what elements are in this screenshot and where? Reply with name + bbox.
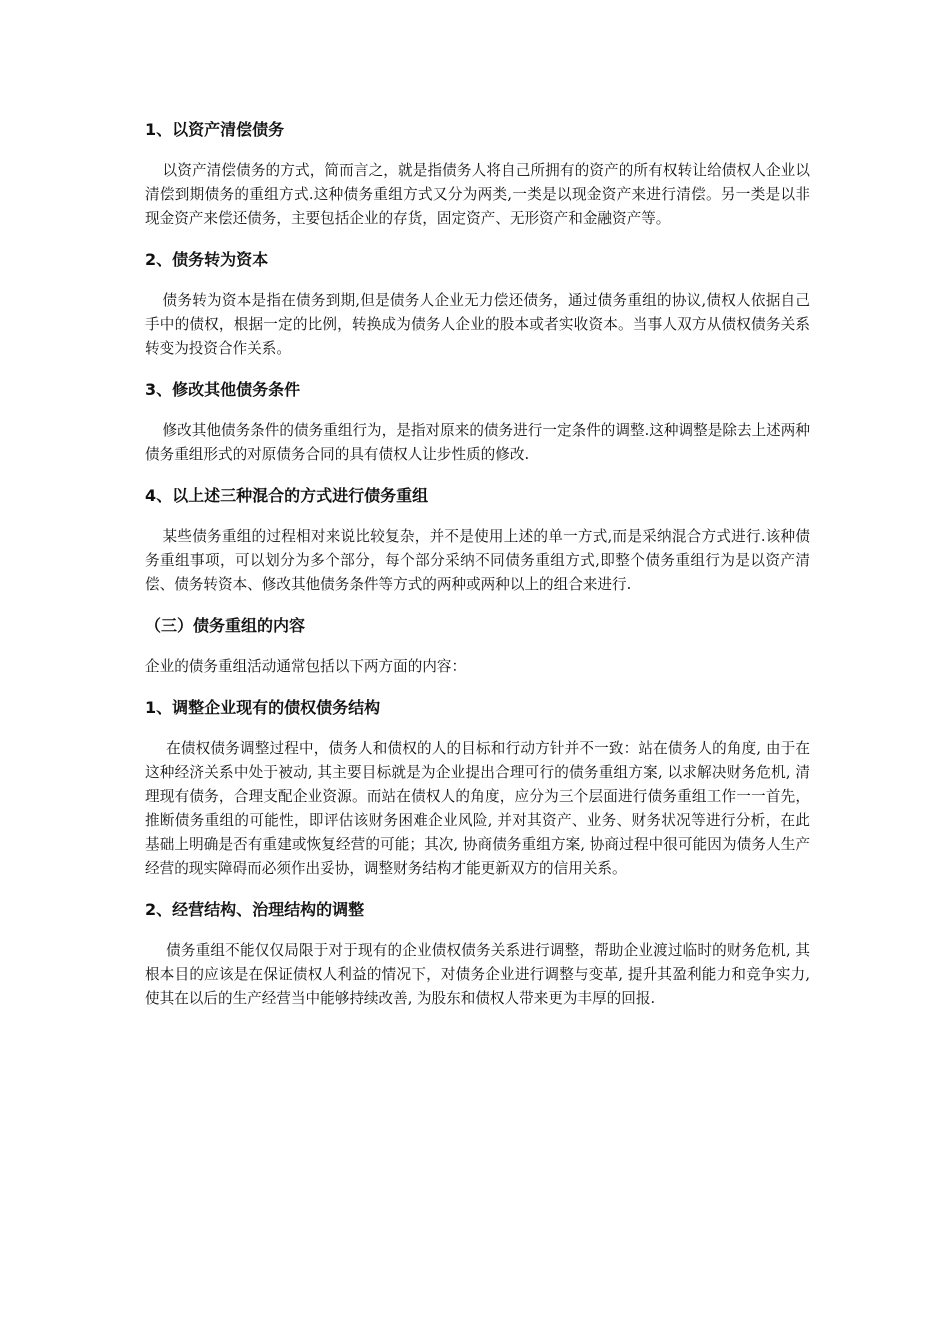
section-heading-mixed-methods: 4、以上述三种混合的方式进行债务重组 (145, 486, 429, 505)
paragraph-restructuring-intro: 企业的债务重组活动通常包括以下两方面的内容： (145, 658, 467, 675)
paragraph-mixed-methods: 某些债务重组的过程相对来说比较复杂，并不是使用上述的单一方式,而是采纳混合方式进行.该种债务重组事项，可以划分为多个部分，每个部分采纳不同债务重组方式,即整个债务重组行为是以资产清偿、债务转资本、修改其他债务条件等方式的两种或两种以上的组合来进行. (145, 528, 810, 593)
section-heading-asset-repayment: 1、以资产清偿债务 (145, 120, 285, 139)
section-heading-modify-terms: 3、修改其他债务条件 (145, 380, 301, 399)
paragraph-modify-terms: 修改其他债务条件的债务重组行为，是指对原来的债务进行一定条件的调整.这种调整是除去上述两种债务重组形式的对原债务合同的具有债权人让步性质的修改. (145, 422, 810, 463)
section-heading-debt-to-capital: 2、债务转为资本 (145, 250, 269, 269)
paragraph-governance-adjustment: 债务重组不能仅仅局限于对于现有的企业债权债务关系进行调整，帮助企业渡过临时的财务危机, 其根本目的应该是在保证债权人利益的情况下，对债务企业进行调整与变革, 提升其盈利能力和竞争实力, 使其在以后的生产经营当中能够持续改善, 为股东和债权人带来更为丰厚的回报. (145, 942, 810, 1007)
part-heading-restructuring-content: （三）债务重组的内容 (145, 616, 306, 635)
paragraph-asset-repayment: 以资产清偿债务的方式，简而言之，就是指债务人将自己所拥有的资产的所有权转让给债权人企业以清偿到期债务的重组方式.这种债务重组方式又分为两类,一类是以现金资产来进行清偿。另一类是以非现金资产来偿还债务，主要包括企业的存货，固定资产、无形资产和金融资产等。 (145, 162, 810, 227)
document-page (145, 118, 810, 1011)
paragraph-adjust-structure: 在债权债务调整过程中，债务人和债权的人的目标和行动方针并不一致：站在债务人的角度, 由于在这种经济关系中处于被动, 其主要目标就是为企业提出合理可行的债务重组方案, 以求解决财务危机, 清理现有债务，合理支配企业资源。而站在债权人的角度，应分为三个层面进行债务重组工作一一首先，推断债务重组的可能性，即评估该财务困难企业风险, 并对其资产、业务、财务状况等进行分析，在此基础上明确是否有重建或恢复经营的可能；其次, 协商债务重组方案, 协商过程中很可能因为债务人生产经营的现实障碍而必须作出妥协，调整财务结构才能更新双方的信用关系。 (145, 740, 810, 877)
section-heading-adjust-structure: 1、调整企业现有的债权债务结构 (145, 698, 381, 717)
section-heading-governance-adjustment: 2、经营结构、治理结构的调整 (145, 900, 365, 919)
paragraph-debt-to-capital: 债务转为资本是指在债务到期,但是债务人企业无力偿还债务，通过债务重组的协议,债权人依据自己手中的债权，根据一定的比例，转换成为债务人企业的股本或者实收资本。当事人双方从债权债务关系转变为投资合作关系。 (145, 292, 810, 357)
